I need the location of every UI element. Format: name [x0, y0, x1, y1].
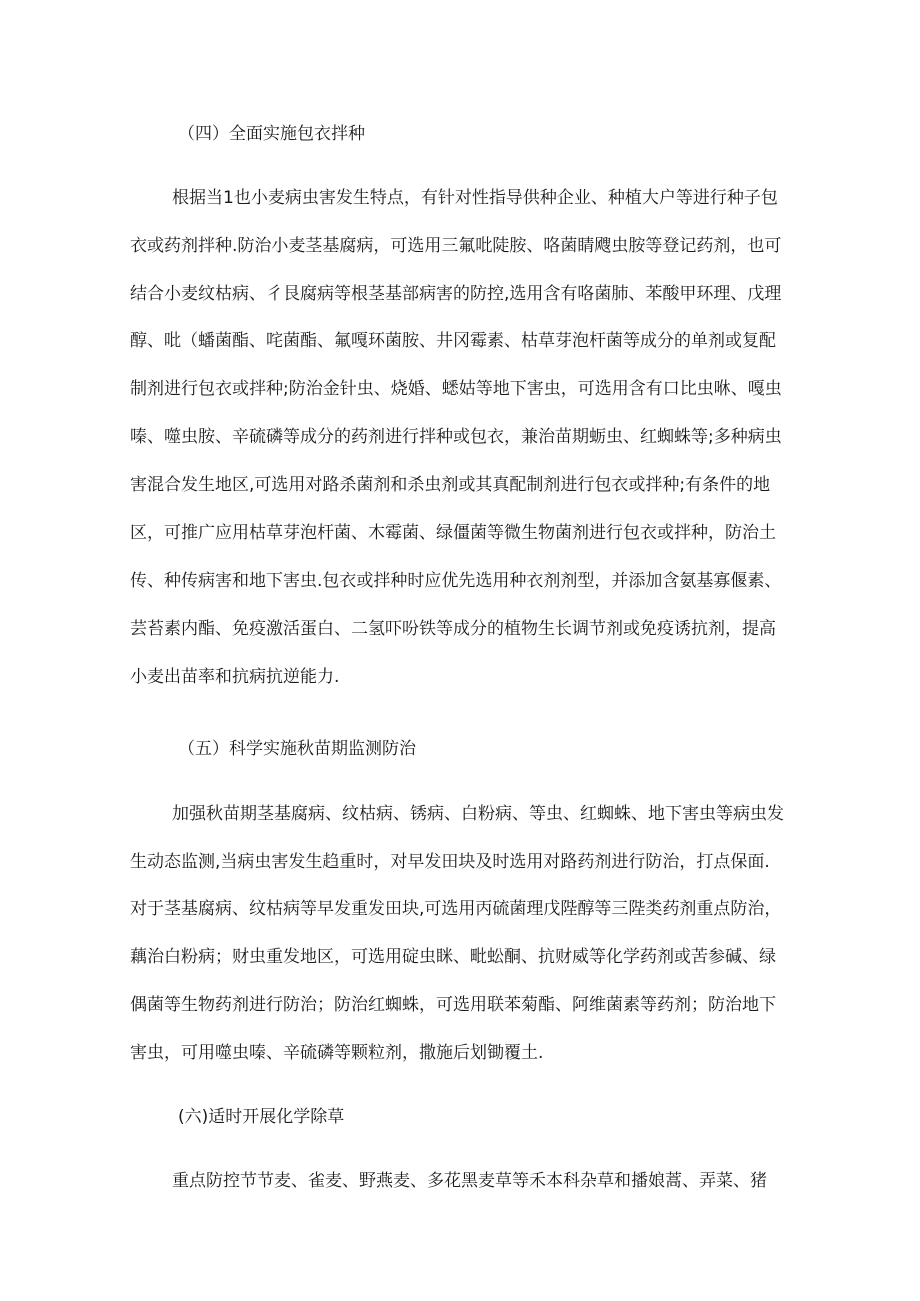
paragraph-line: 藕治白粉病；财虫重发地区，可选用碇虫眯、毗蚣酮、抗财威等化学药剂或苦参碱、绿 — [130, 947, 776, 967]
paragraph-line: 小麦出苗率和抗病抗逆能力. — [130, 667, 340, 687]
section-heading-5: （五）科学实施秋苗期监测防治 — [178, 739, 416, 759]
paragraph-line: 结合小麦纹枯病、彳艮腐病等根茎基部病害的防控,选用含有咯菌肺、苯酸甲环理、戊理 — [130, 284, 782, 304]
paragraph-line: 传、种传病害和地下害虫.包衣或拌种时应优先选用种衣剂剂型，并添加含氨基寡偃素、 — [130, 571, 782, 591]
paragraph-line: 害混合发生地区,可选用对路杀菌剂和杀虫剂或其真配制剂进行包衣或拌种;有条件的地 — [130, 475, 771, 495]
paragraph-line: 偶菌等生物药剂进行防治；防治红蜘蛛，可选用联苯菊酯、阿维菌素等药剂；防治地下 — [130, 995, 776, 1015]
paragraph-line: 衣或药剂拌种.防治小麦茎基腐病，可选用三氟吡陡胺、咯菌睛飕虫胺等登记药剂，也可 — [130, 236, 782, 256]
paragraph-line: 根据当1也小麦病虫害发生特点，有针对性指导供种企业、种植大户等进行种子包 — [172, 188, 778, 208]
section-heading-6: (六)适时开展化学除草 — [178, 1107, 345, 1127]
paragraph-line: 区，可推广应用枯草芽泡杆菌、木霉菌、绿僵菌等微生物菌剂进行包衣或拌种，防治土 — [130, 523, 776, 543]
section-heading-4: （四）全面实施包衣拌种 — [178, 124, 365, 144]
paragraph-line: 制剂进行包衣或拌种;防治金针虫、烧婚、蟋姑等地下害虫，可选用含有口比虫咻、嘎虫 — [130, 379, 782, 399]
paragraph-line: 生动态监测,当病虫害发生趋重时，对早发田块及时选用对路药剂进行防治，打点保面. — [130, 852, 770, 872]
paragraph-line: 害虫，可用噬虫嗪、辛硫磷等颗粒剂，撒施后划锄覆土. — [130, 1043, 544, 1063]
paragraph-line: 醇、吡（蟠菌酯、咤菌酯、氟嘎环菌胺、井冈霉素、枯草芽泡杆菌等成分的单剂或复配 — [130, 331, 776, 351]
paragraph-line: 加强秋苗期茎基腐病、纹枯病、锈病、白粉病、等虫、红蜘蛛、地下害虫等病虫发 — [172, 804, 784, 824]
paragraph-line: 对于茎基腐病、纹枯病等早发重发田块,可选用丙硫菌理戊陛醇等三陛类药剂重点防治， — [130, 899, 782, 919]
paragraph-line: 嗪、噬虫胺、辛硫磷等成分的药剂进行拌种或包衣，兼治苗期蛎虫、红蜘蛛等;多种病虫 — [130, 427, 782, 447]
paragraph-line: 重点防控节节麦、雀麦、野燕麦、多花黑麦草等禾本科杂草和播娘蒿、弄菜、猪 — [172, 1171, 767, 1191]
paragraph-line: 芸苔素内酯、免疫激活蛋白、二氢吓吩铁等成分的植物生长调节剂或免疫诱抗剂，提高 — [130, 619, 776, 639]
